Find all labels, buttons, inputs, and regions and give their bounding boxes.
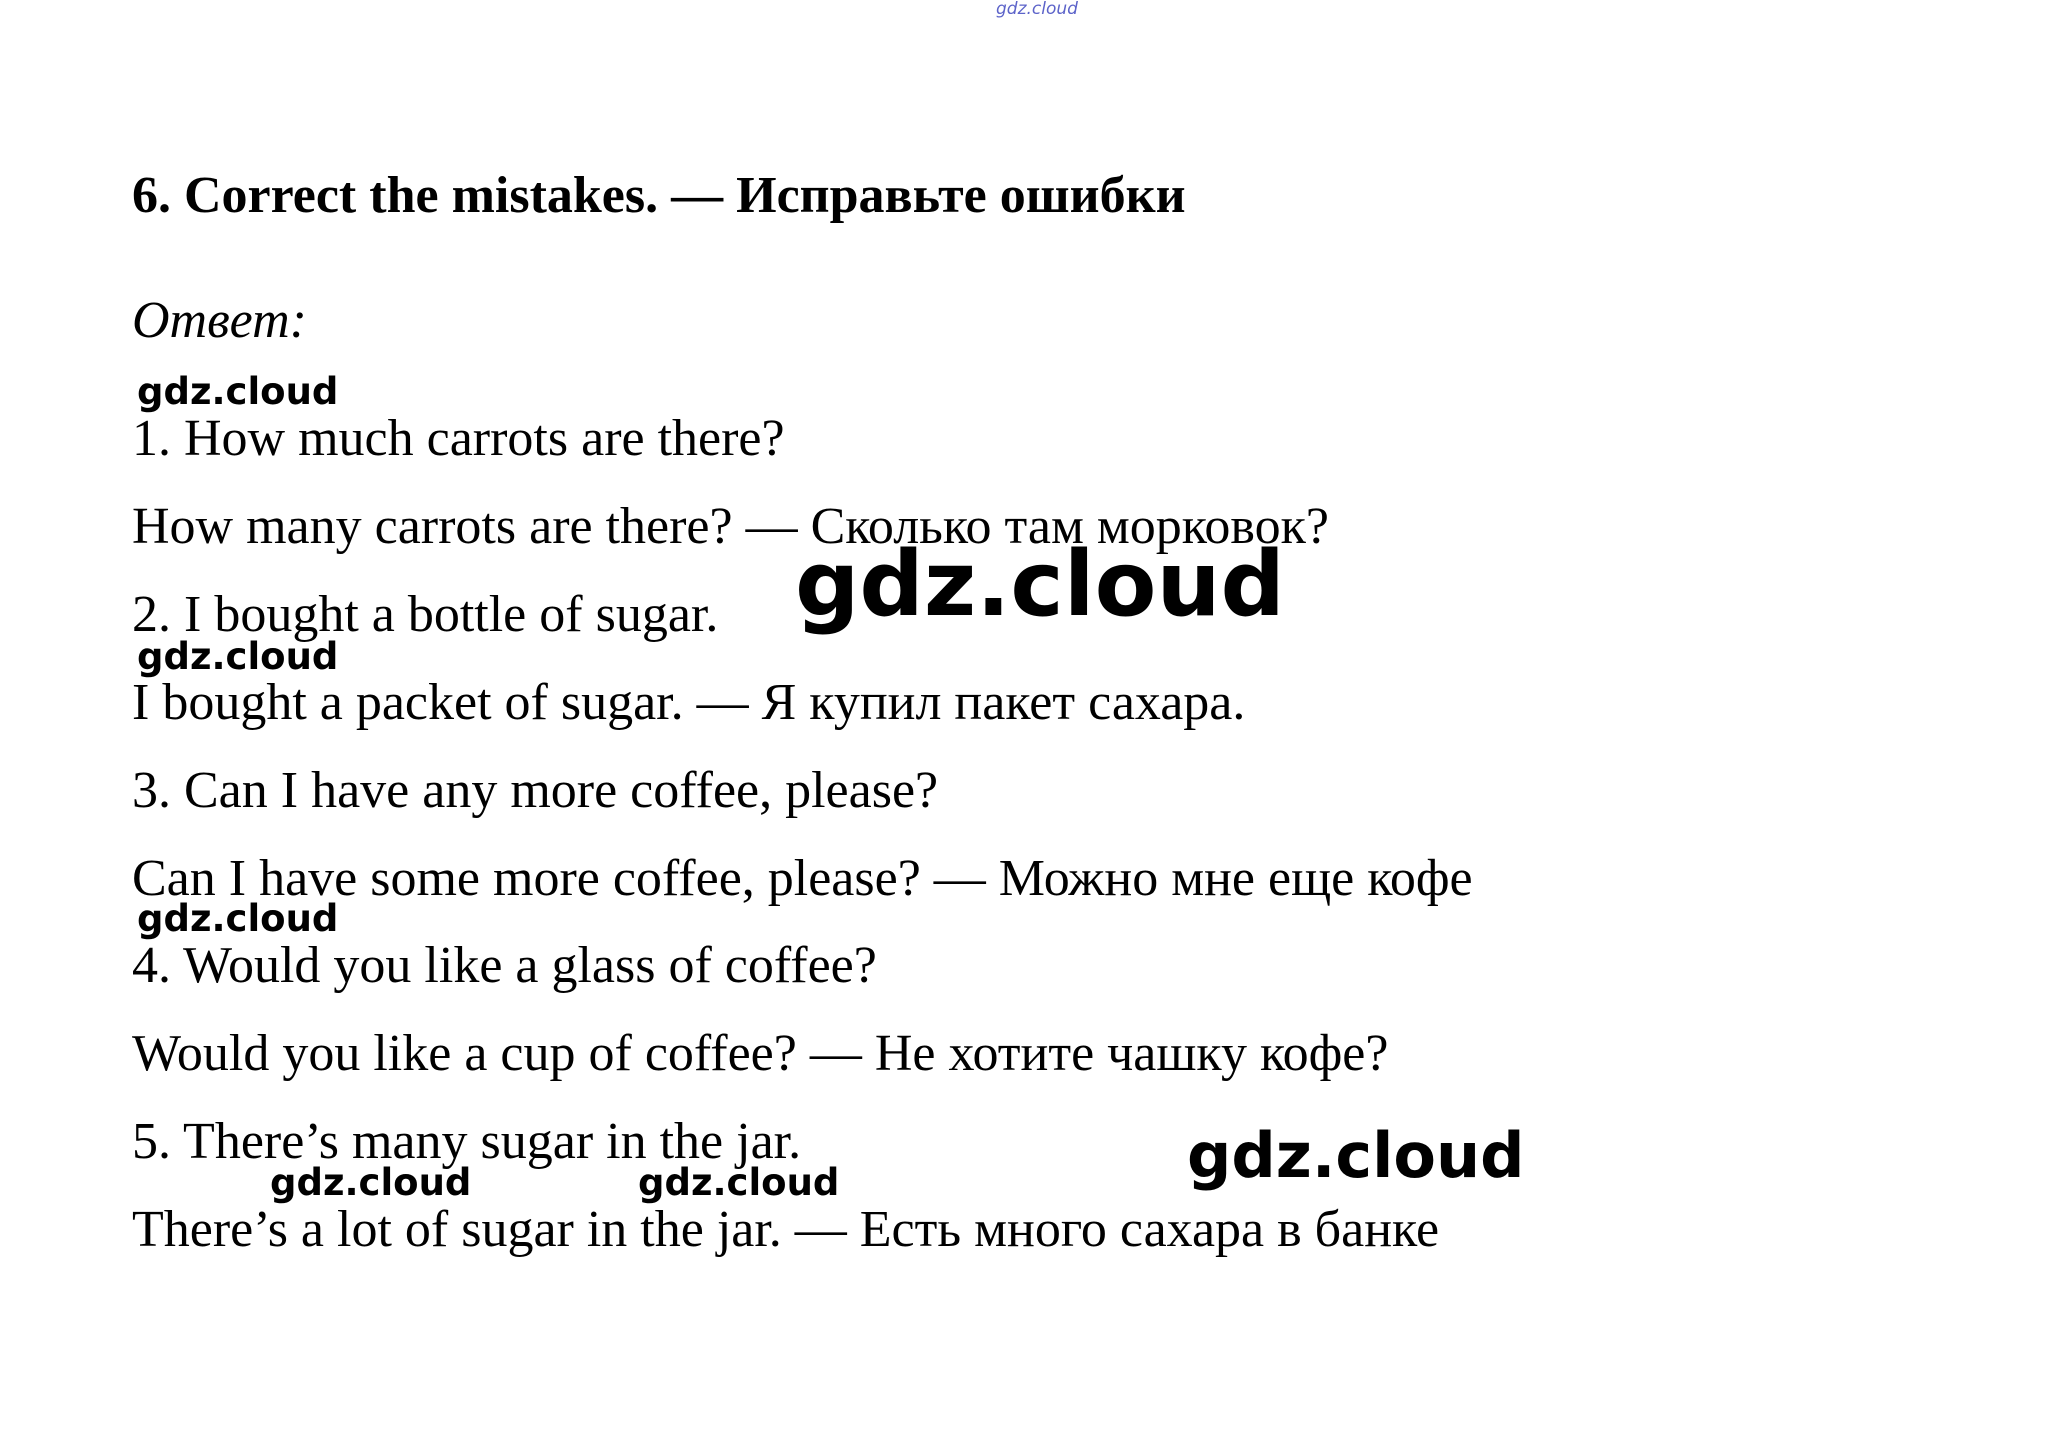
watermark-4: gdz.cloud	[270, 1161, 472, 1204]
item-5-corrected: There’s a lot of sugar in the jar. — Есть много сахара в банке	[132, 1201, 1440, 1258]
watermark-top: gdz.cloud	[996, 0, 1078, 19]
watermark-medium: gdz.cloud	[1187, 1119, 1525, 1192]
item-5-original: 5. There’s many sugar in the jar.	[132, 1113, 802, 1170]
item-1-corrected: How many carrots are there? — Сколько там морковок?	[132, 498, 1329, 555]
exercise-heading: 6. Correct the mistakes. — Исправьте ошибки	[132, 167, 1186, 224]
watermark-5: gdz.cloud	[638, 1161, 840, 1204]
watermark-large: gdz.cloud	[795, 532, 1285, 637]
item-3-original: 3. Can I have any more coffee, please?	[132, 762, 939, 819]
item-4-corrected: Would you like a cup of coffee? — Не хотите чашку кофе?	[132, 1025, 1389, 1082]
answer-label: Ответ:	[132, 292, 307, 349]
item-3-corrected: Can I have some more coffee, please? — Можно мне еще кофе	[132, 850, 1473, 907]
item-1-original: 1. How much carrots are there?	[132, 410, 785, 467]
watermark-2: gdz.cloud	[137, 635, 339, 678]
item-2-corrected: I bought a packet of sugar. — Я купил пакет сахара.	[132, 674, 1246, 731]
item-4-original: 4. Would you like a glass of coffee?	[132, 937, 877, 994]
item-2-original: 2. I bought a bottle of sugar.	[132, 586, 719, 643]
watermark-3: gdz.cloud	[137, 897, 339, 940]
watermark-1: gdz.cloud	[137, 370, 339, 413]
